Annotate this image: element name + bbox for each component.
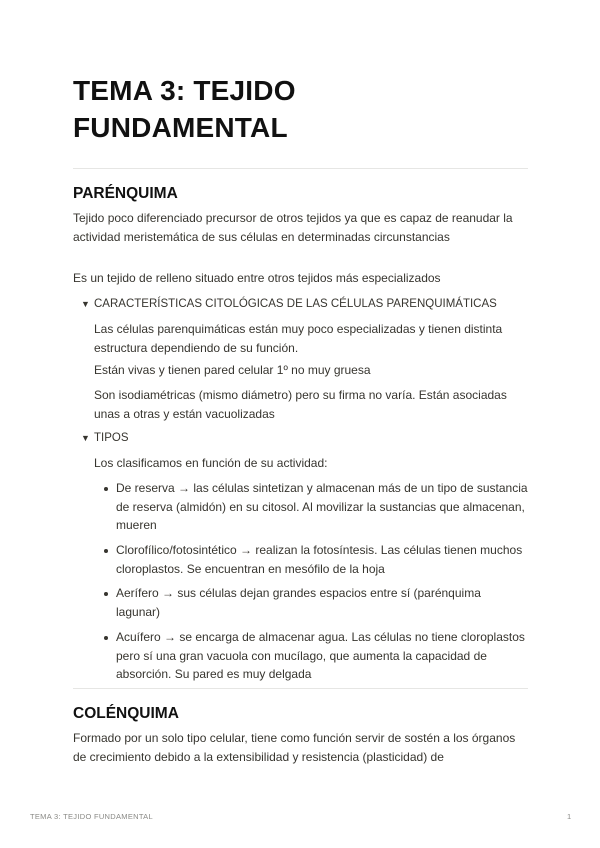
paragraph: [73, 209, 528, 246]
title-line-1: TEMA 3: TEJIDO: [73, 75, 296, 106]
bullet-icon: [104, 636, 108, 640]
paragraph-text: Las células parenquimáticas están muy poco especializadas y tienen distinta estructura dependiendo de su función.: [94, 322, 503, 355]
list-item-text: Aerífero → sus células dejan grandes espacios entre sí (parénquima lagunar): [116, 586, 481, 619]
list-item-text: Acuífero → se encarga de almacenar agua. Las células no tiene cloroplastos pero sí una gran vacuola con mucílago, que aumenta la capacidad de absorción. Su pared es muy delgada: [116, 630, 525, 681]
toggle-triangle-icon[interactable]: ▼: [81, 433, 90, 444]
bullet-icon: [104, 549, 108, 553]
paragraph-text: Los clasificamos en función de su actividad:: [94, 456, 328, 470]
divider: [73, 168, 528, 169]
toggle-triangle-icon[interactable]: ▼: [81, 299, 90, 310]
divider: [73, 688, 528, 689]
paragraph-text: Tejido poco diferenciado precursor de otros tejidos ya que es capaz de reanudar la actividad meristemática de sus células en determinadas circunstancias: [73, 211, 513, 244]
paragraph: [73, 729, 528, 766]
list-item-text: De reserva → las células sintetizan y almacenan más de un tipo de sustancia de reserva (almidón) en su citosol. Al movilizar la sustancias que almacenan, mueren: [116, 481, 528, 532]
toggle-caracteristicas[interactable]: [81, 295, 521, 314]
paragraph: [73, 269, 528, 288]
footer-page-number: 1: [567, 812, 572, 821]
bullet-icon: [104, 592, 108, 596]
list-item-text: Clorofílico/fotosintético → realizan la fotosíntesis. Las células tienen muchos cloroplastos. Se encuentran en mesófilo de la hoja: [116, 543, 523, 576]
footer-title: TEMA 3: TEJIDO FUNDAMENTAL: [30, 812, 153, 821]
paragraph-text: Están vivas y tienen pared celular 1º no muy gruesa: [94, 363, 371, 377]
paragraph: [94, 320, 524, 357]
toggle-tipos[interactable]: [81, 429, 521, 448]
heading-parenquima: PARÉNQUIMA: [73, 185, 178, 202]
toggle-label: CARACTERÍSTICAS CITOLÓGICAS DE LAS CÉLULAS PARENQUIMÁTICAS: [94, 298, 497, 310]
bullet-icon: [104, 487, 108, 491]
paragraph-text: Son isodiamétricas (mismo diámetro) pero su firma no varía. Están asociadas unas a otras y están vacuolizadas: [94, 388, 507, 421]
paragraph: [94, 386, 524, 423]
heading-colenquima: COLÉNQUIMA: [73, 705, 179, 722]
paragraph: [94, 454, 524, 473]
paragraph-text: Formado por un solo tipo celular, tiene como función servir de sostén a los órganos de crecimiento debido a la extensibilidad y resistencia (plasticidad) de: [73, 731, 516, 764]
paragraph-text: Es un tejido de relleno situado entre otros tejidos más especializados: [73, 271, 441, 285]
toggle-label: TIPOS: [94, 432, 129, 444]
title-line-2: FUNDAMENTAL: [73, 112, 288, 143]
page-title: [73, 72, 296, 146]
paragraph: [94, 361, 524, 380]
